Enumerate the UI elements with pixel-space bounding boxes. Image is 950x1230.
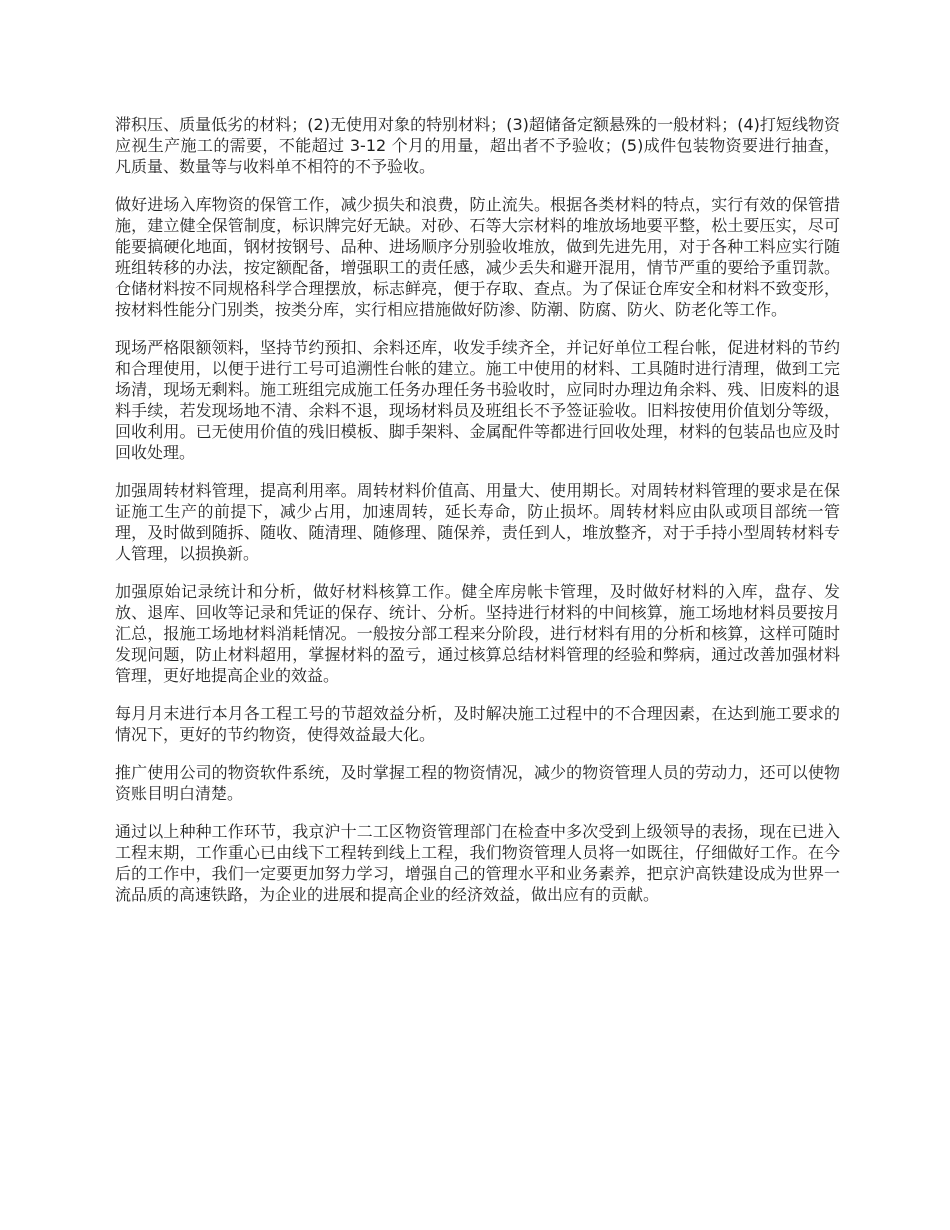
paragraph-7: 推广使用公司的物资软件系统，及时掌握工程的物资情况，减少的物资管理人员的劳动力，还可以使物资账目明白清楚。 xyxy=(115,763,840,803)
paragraph-3: 现场严格限额领料，坚持节约预扣、余料还库，收发手续齐全，并记好单位工程台帐，促进材料的节约和合理使用，以便于进行工号可追溯性台帐的建立。施工中使用的材料、工具随时进行清理，做到工完场清，现场无剩料。施工班组完成施工任务办理任务书验收时，应同时办理边角余料、残、旧废料的退料手续，若发现场地不清、余料不退，现场材料员及班组长不予签证验收。旧料按使用价值划分等级，回收利用。已无使用价值的残旧模板、脚手架料、金属配件等都进行回收处理，材料的包装品也应及时回收处理。 xyxy=(115,338,840,462)
document-body xyxy=(115,114,840,922)
paragraph-2: 做好进场入库物资的保管工作，减少损失和浪费，防止流失。根据各类材料的特点，实行有效的保管措施，建立健全保管制度，标识牌完好无缺。对砂、石等大宗材料的堆放场地要平整，松土要压实，尽可能要搞硬化地面，钢材按钢号、品种、进场顺序分别验收堆放，做到先进先用，对于各种工料应实行随班组转移的办法，按定额配备，增强职工的责任感，减少丢失和避开混用，情节严重的要给予重罚款。仓储材料按不同规格科学合理摆放，标志鲜亮，便于存取、查点。为了保证仓库安全和材料不致变形，按材料性能分门别类，按类分库，实行相应措施做好防渗、防潮、防腐、防火、防老化等工作。 xyxy=(115,195,840,319)
paragraph-6: 每月月末进行本月各工程工号的节超效益分析，及时解决施工过程中的不合理因素，在达到施工要求的情况下，更好的节约物资，使得效益最大化。 xyxy=(115,704,840,744)
paragraph-4: 加强周转材料管理，提高利用率。周转材料价值高、用量大、使用期长。对周转材料管理的要求是在保证施工生产的前提下，减少占用，加速周转，延长寿命，防止损坏。周转材料应由队或项目部统一管理，及时做到随拆、随收、随清理、随修理、随保养，责任到人，堆放整齐，对于手持小型周转材料专人管理，以损换新。 xyxy=(115,481,840,563)
paragraph-1: 滞积压、质量低劣的材料；(2)无使用对象的特别材料；(3)超储备定额悬殊的一般材料；(4)打短线物资应视生产施工的需要，不能超过 3-12 个月的用量，超出者不予验收；(5)成件包装物资要进行抽查，凡质量、数量等与收料单不相符的不予验收。 xyxy=(115,115,840,176)
paragraph-5: 加强原始记录统计和分析，做好材料核算工作。健全库房帐卡管理，及时做好材料的入库，盘存、发放、退库、回收等记录和凭证的保存、统计、分析。坚持进行材料的中间核算，施工场地材料员要按月汇总，报施工场地材料消耗情况。一般按分部工程来分阶段，进行材料有用的分析和核算，这样可随时发现问题，防止材料超用，掌握材料的盈亏，通过核算总结材料管理的经验和弊病，通过改善加强材料管理，更好地提高企业的效益。 xyxy=(115,582,840,685)
paragraph-8: 通过以上种种工作环节，我京沪十二工区物资管理部门在检查中多次受到上级领导的表扬，现在已进入工程末期，工作重心已由线下工程转到线上工程，我们物资管理人员将一如既往，仔细做好工作。在今后的工作中，我们一定要更加努力学习，增强自己的管理水平和业务素养，把京沪高铁建设成为世界一流品质的高速铁路，为企业的进展和提高企业的经济效益，做出应有的贡献。 xyxy=(115,822,840,904)
